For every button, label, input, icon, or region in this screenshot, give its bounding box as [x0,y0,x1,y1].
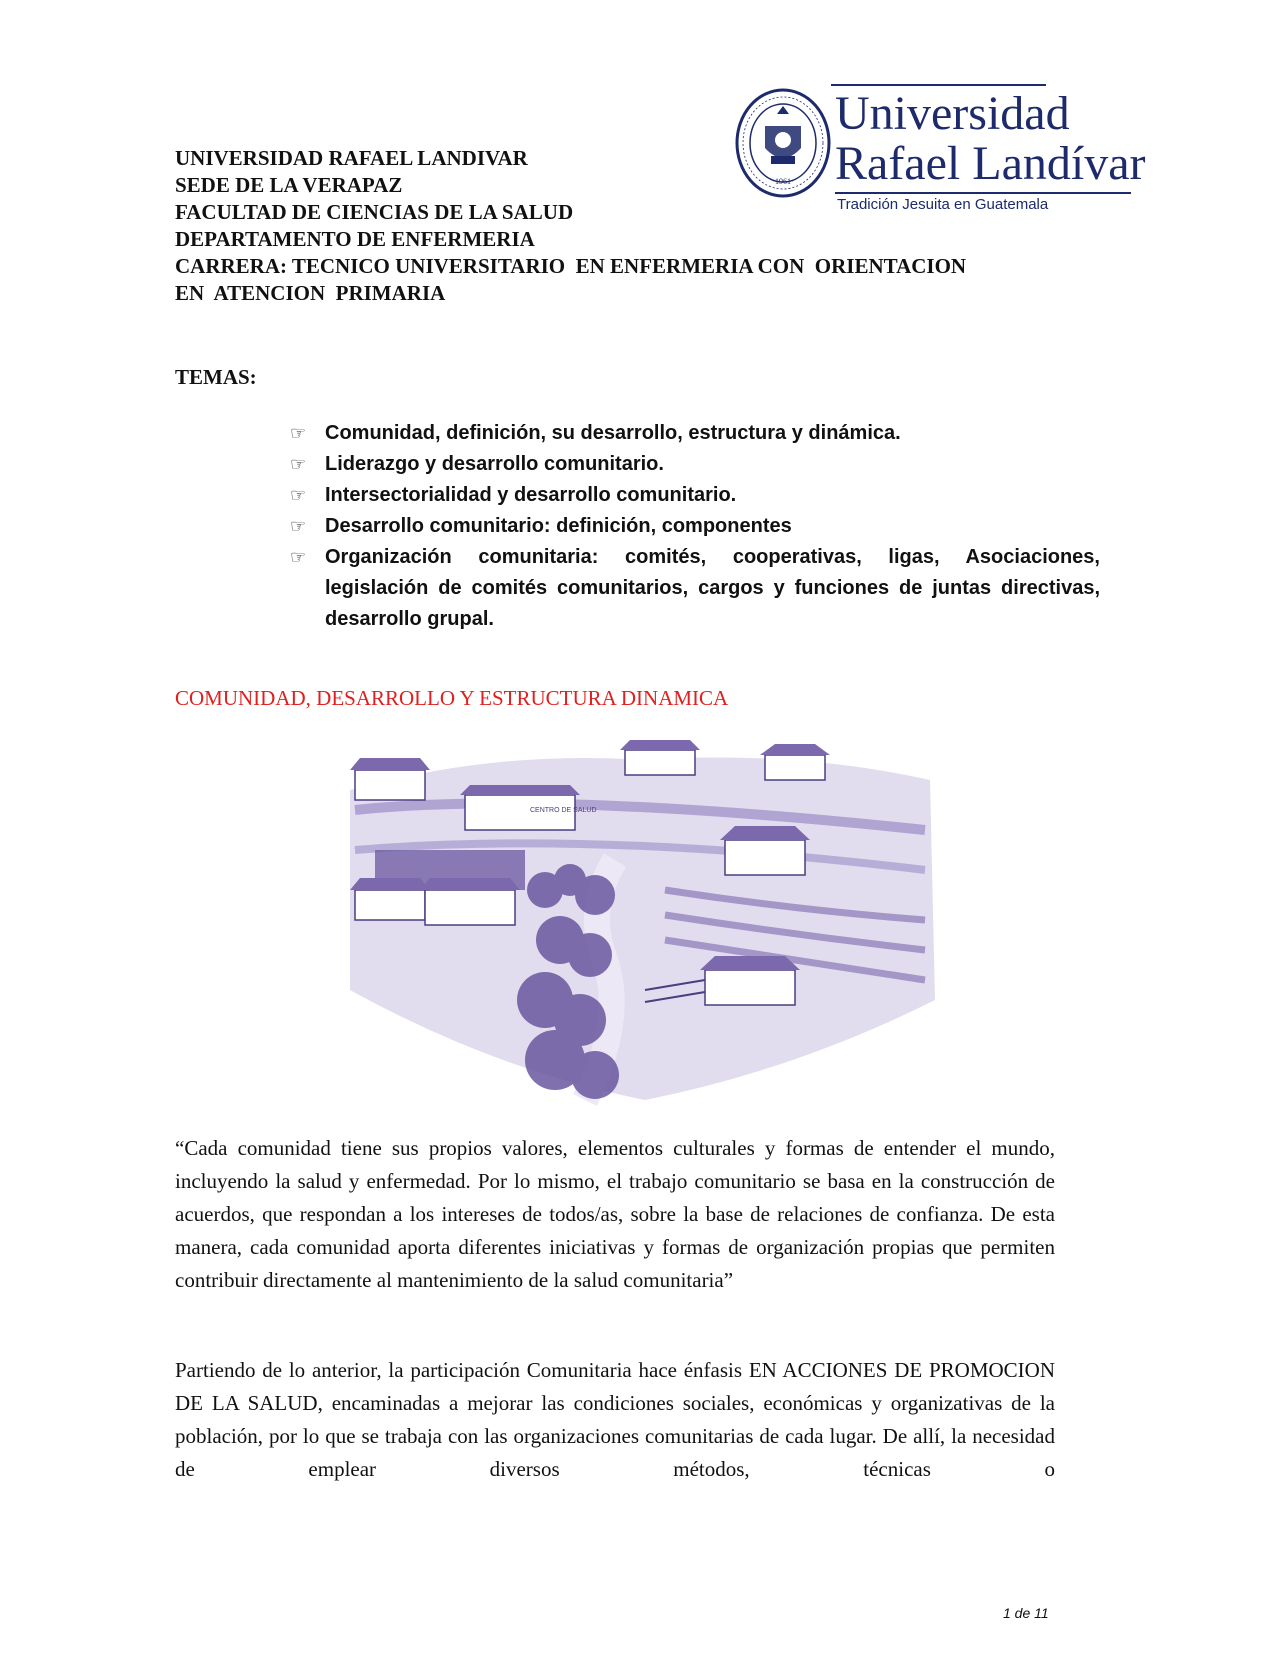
quote-paragraph: “Cada comunidad tiene sus propios valores, elementos culturales y formas de entender el mundo, incluyendo la salud y enfermedad. Por lo mismo, el trabajo comunitario se basa en la construcción de acuerdos, que respondan a los intereses de todos/as, sobre la base de relaciones de confianza. De esta manera, cada comunidad aporta diferentes iniciativas y formas de organización propias que permiten contribuir directamente al mantenimiento de la salud comunitaria” [175,1136,1055,1292]
list-item-text: Comunidad, definición, su desarrollo, estructura y dinámica. [325,422,901,444]
university-seal-icon [733,86,833,200]
header-line-career: CARRERA: TECNICO UNIVERSITARIO EN ENFERMERIA CON ORIENTACION [175,254,967,278]
health-center-sign: CENTRO DE SALUD [530,807,597,814]
list-item [290,542,1100,635]
list-item-text: Organización comunitaria: comités, cooperativas, ligas, Asociaciones, legislación de comités comunitarios, cargos y funciones de juntas directivas, desarrollo grupal. [325,546,1100,630]
list-item [290,449,1100,480]
pointing-hand-icon: ☞ [290,454,307,475]
logo-wordmark-line1: Universidad [835,87,1070,140]
header-line-career-cont: EN ATENCION PRIMARIA [175,281,446,305]
list-item [290,511,1100,542]
logo-rule-top [831,84,1046,86]
list-item-text: Desarrollo comunitario: definición, componentes [325,515,792,537]
pointing-hand-icon: ☞ [290,423,307,444]
temas-list [290,418,1100,635]
logo-wordmark-line2: Rafael Landívar [835,137,1146,190]
header-line-faculty: FACULTAD DE CIENCIAS DE LA SALUD [175,200,574,224]
svg-text:·1961·: ·1961· [772,177,794,186]
body-paragraph: Partiendo de lo anterior, la participación Comunitaria hace énfasis EN ACCIONES DE PROMOCION DE LA SALUD, encaminadas a mejorar las condiciones sociales, económicas y organizativas de la población, por lo que se trabaja con las organizaciones comunitarias de cada lugar. De allí, la necesidad de emplear diversos métodos, técnicas o [175,1358,1055,1481]
header-line-university: UNIVERSIDAD RAFAEL LANDIVAR [175,146,528,170]
list-item [290,480,1100,511]
header-line-campus: SEDE DE LA VERAPAZ [175,173,403,197]
logo-tagline: Tradición Jesuita en Guatemala [837,196,1049,213]
community-illustration [345,740,937,1108]
header-line-department: DEPARTAMENTO DE ENFERMERIA [175,227,535,251]
page-number: 1 de 11 [1003,1605,1049,1621]
section-title: COMUNIDAD, DESARROLLO Y ESTRUCTURA DINAMICA [175,686,729,710]
pointing-hand-icon: ☞ [290,516,307,537]
pointing-hand-icon: ☞ [290,485,307,506]
logo-rule-bottom [835,192,1131,194]
list-item [290,418,1100,449]
list-item-text: Liderazgo y desarrollo comunitario. [325,453,664,475]
temas-label: TEMAS: [175,365,257,389]
university-logo [733,80,1146,215]
pointing-hand-icon: ☞ [290,547,307,568]
list-item-text: Intersectorialidad y desarrollo comunitario. [325,484,737,506]
